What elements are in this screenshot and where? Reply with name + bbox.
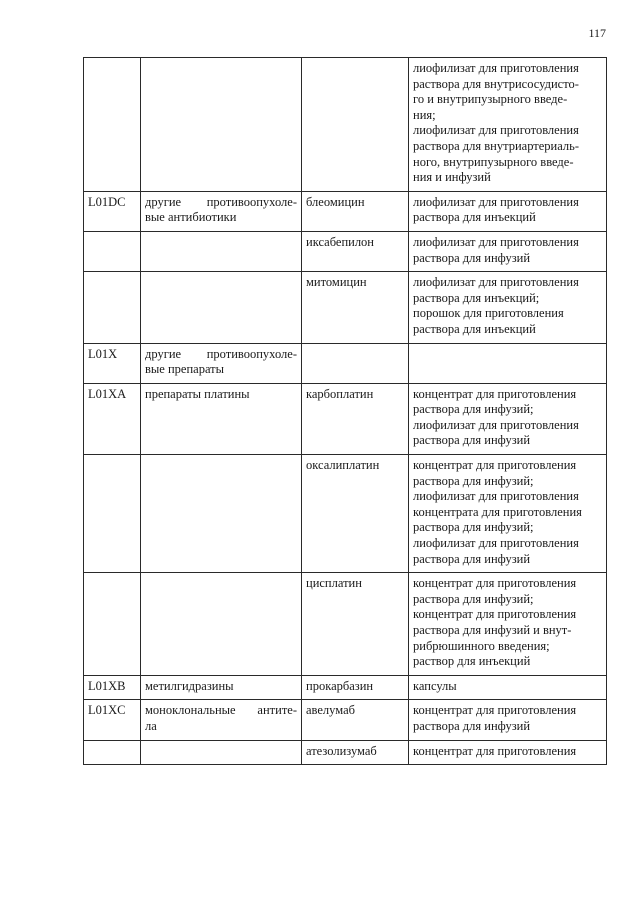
dosage-form-cell: лиофилизат для приготовления раствора для инъекций; порошок для приготовления раствора для инъекций <box>409 272 607 343</box>
group-cell <box>141 58 302 192</box>
drug-name-cell: оксалиплатин <box>302 455 409 573</box>
drug-name-cell: авелумаб <box>302 700 409 740</box>
drug-name-cell: атезолизумаб <box>302 740 409 765</box>
group-line: другие противоопухоле- <box>145 194 297 209</box>
drug-name-cell: цисплатин <box>302 573 409 676</box>
table-row <box>84 383 607 454</box>
atc-code-cell <box>84 740 141 765</box>
table-row <box>84 191 607 231</box>
atc-code-cell: L01DC <box>84 191 141 231</box>
drug-table <box>83 57 607 765</box>
atc-code-cell: L01XA <box>84 383 141 454</box>
drug-name-cell <box>302 58 409 192</box>
drug-name-cell <box>302 343 409 383</box>
table-row <box>84 675 607 700</box>
page-number: 117 <box>588 26 606 40</box>
dosage-form-cell: концентрат для приготовления раствора для инфузий; лиофилизат для приготовления раствора для инфузий <box>409 383 607 454</box>
atc-code-cell: L01XB <box>84 675 141 700</box>
table-row <box>84 272 607 343</box>
dosage-form-cell: лиофилизат для приготовления раствора для инъекций <box>409 191 607 231</box>
table-row <box>84 58 607 192</box>
group-cell <box>141 455 302 573</box>
dosage-form-cell: лиофилизат для приготовления раствора для инфузий <box>409 231 607 271</box>
drug-name-cell: иксабепилон <box>302 231 409 271</box>
group-line: вые препараты <box>145 362 225 377</box>
table-row <box>84 740 607 765</box>
group-cell <box>141 191 302 231</box>
group-line: ла <box>145 718 157 733</box>
dosage-form-cell: концентрат для приготовления раствора для инфузий; лиофилизат для приготовления концентрата для приготовления раствора для инфузий; лиофилизат для приготовления раствора для инфузий <box>409 455 607 573</box>
drug-name-cell: блеомицин <box>302 191 409 231</box>
group-cell <box>141 573 302 676</box>
table-row <box>84 343 607 383</box>
group-cell <box>141 700 302 740</box>
group-line: вые антибиотики <box>145 210 237 225</box>
dosage-form-cell: концентрат для приготовления раствора для инфузий <box>409 700 607 740</box>
atc-code-cell <box>84 272 141 343</box>
group-cell: метилгидразины <box>141 675 302 700</box>
atc-code-cell <box>84 573 141 676</box>
atc-code-cell: L01X <box>84 343 141 383</box>
group-line: другие противоопухоле- <box>145 346 297 361</box>
group-cell <box>141 272 302 343</box>
table-row <box>84 455 607 573</box>
group-cell <box>141 740 302 765</box>
dosage-form-cell: концентрат для приготовления <box>409 740 607 765</box>
group-cell <box>141 231 302 271</box>
group-cell: препараты платины <box>141 383 302 454</box>
group-cell <box>141 343 302 383</box>
table-row <box>84 700 607 740</box>
dosage-form-cell: капсулы <box>409 675 607 700</box>
atc-code-cell <box>84 455 141 573</box>
atc-code-cell <box>84 58 141 192</box>
dosage-form-cell: лиофилизат для приготовления раствора для внутрисосудисто- го и внутрипузырного введе- ния; лиофилизат для приготовления раствора для внутриартериаль- ного, внутрипузырного введе- ния и инфузий <box>409 58 607 192</box>
group-line: моноклональные антите- <box>145 703 297 718</box>
drug-name-cell: карбоплатин <box>302 383 409 454</box>
dosage-form-cell: концентрат для приготовления раствора для инфузий; концентрат для приготовления раствора для инфузий и внут- рибрюшинного введения; раствор для инъекций <box>409 573 607 676</box>
atc-code-cell: L01XC <box>84 700 141 740</box>
dosage-form-cell <box>409 343 607 383</box>
table-row <box>84 573 607 676</box>
drug-name-cell: прокарбазин <box>302 675 409 700</box>
atc-code-cell <box>84 231 141 271</box>
table-row <box>84 231 607 271</box>
drug-name-cell: митомицин <box>302 272 409 343</box>
